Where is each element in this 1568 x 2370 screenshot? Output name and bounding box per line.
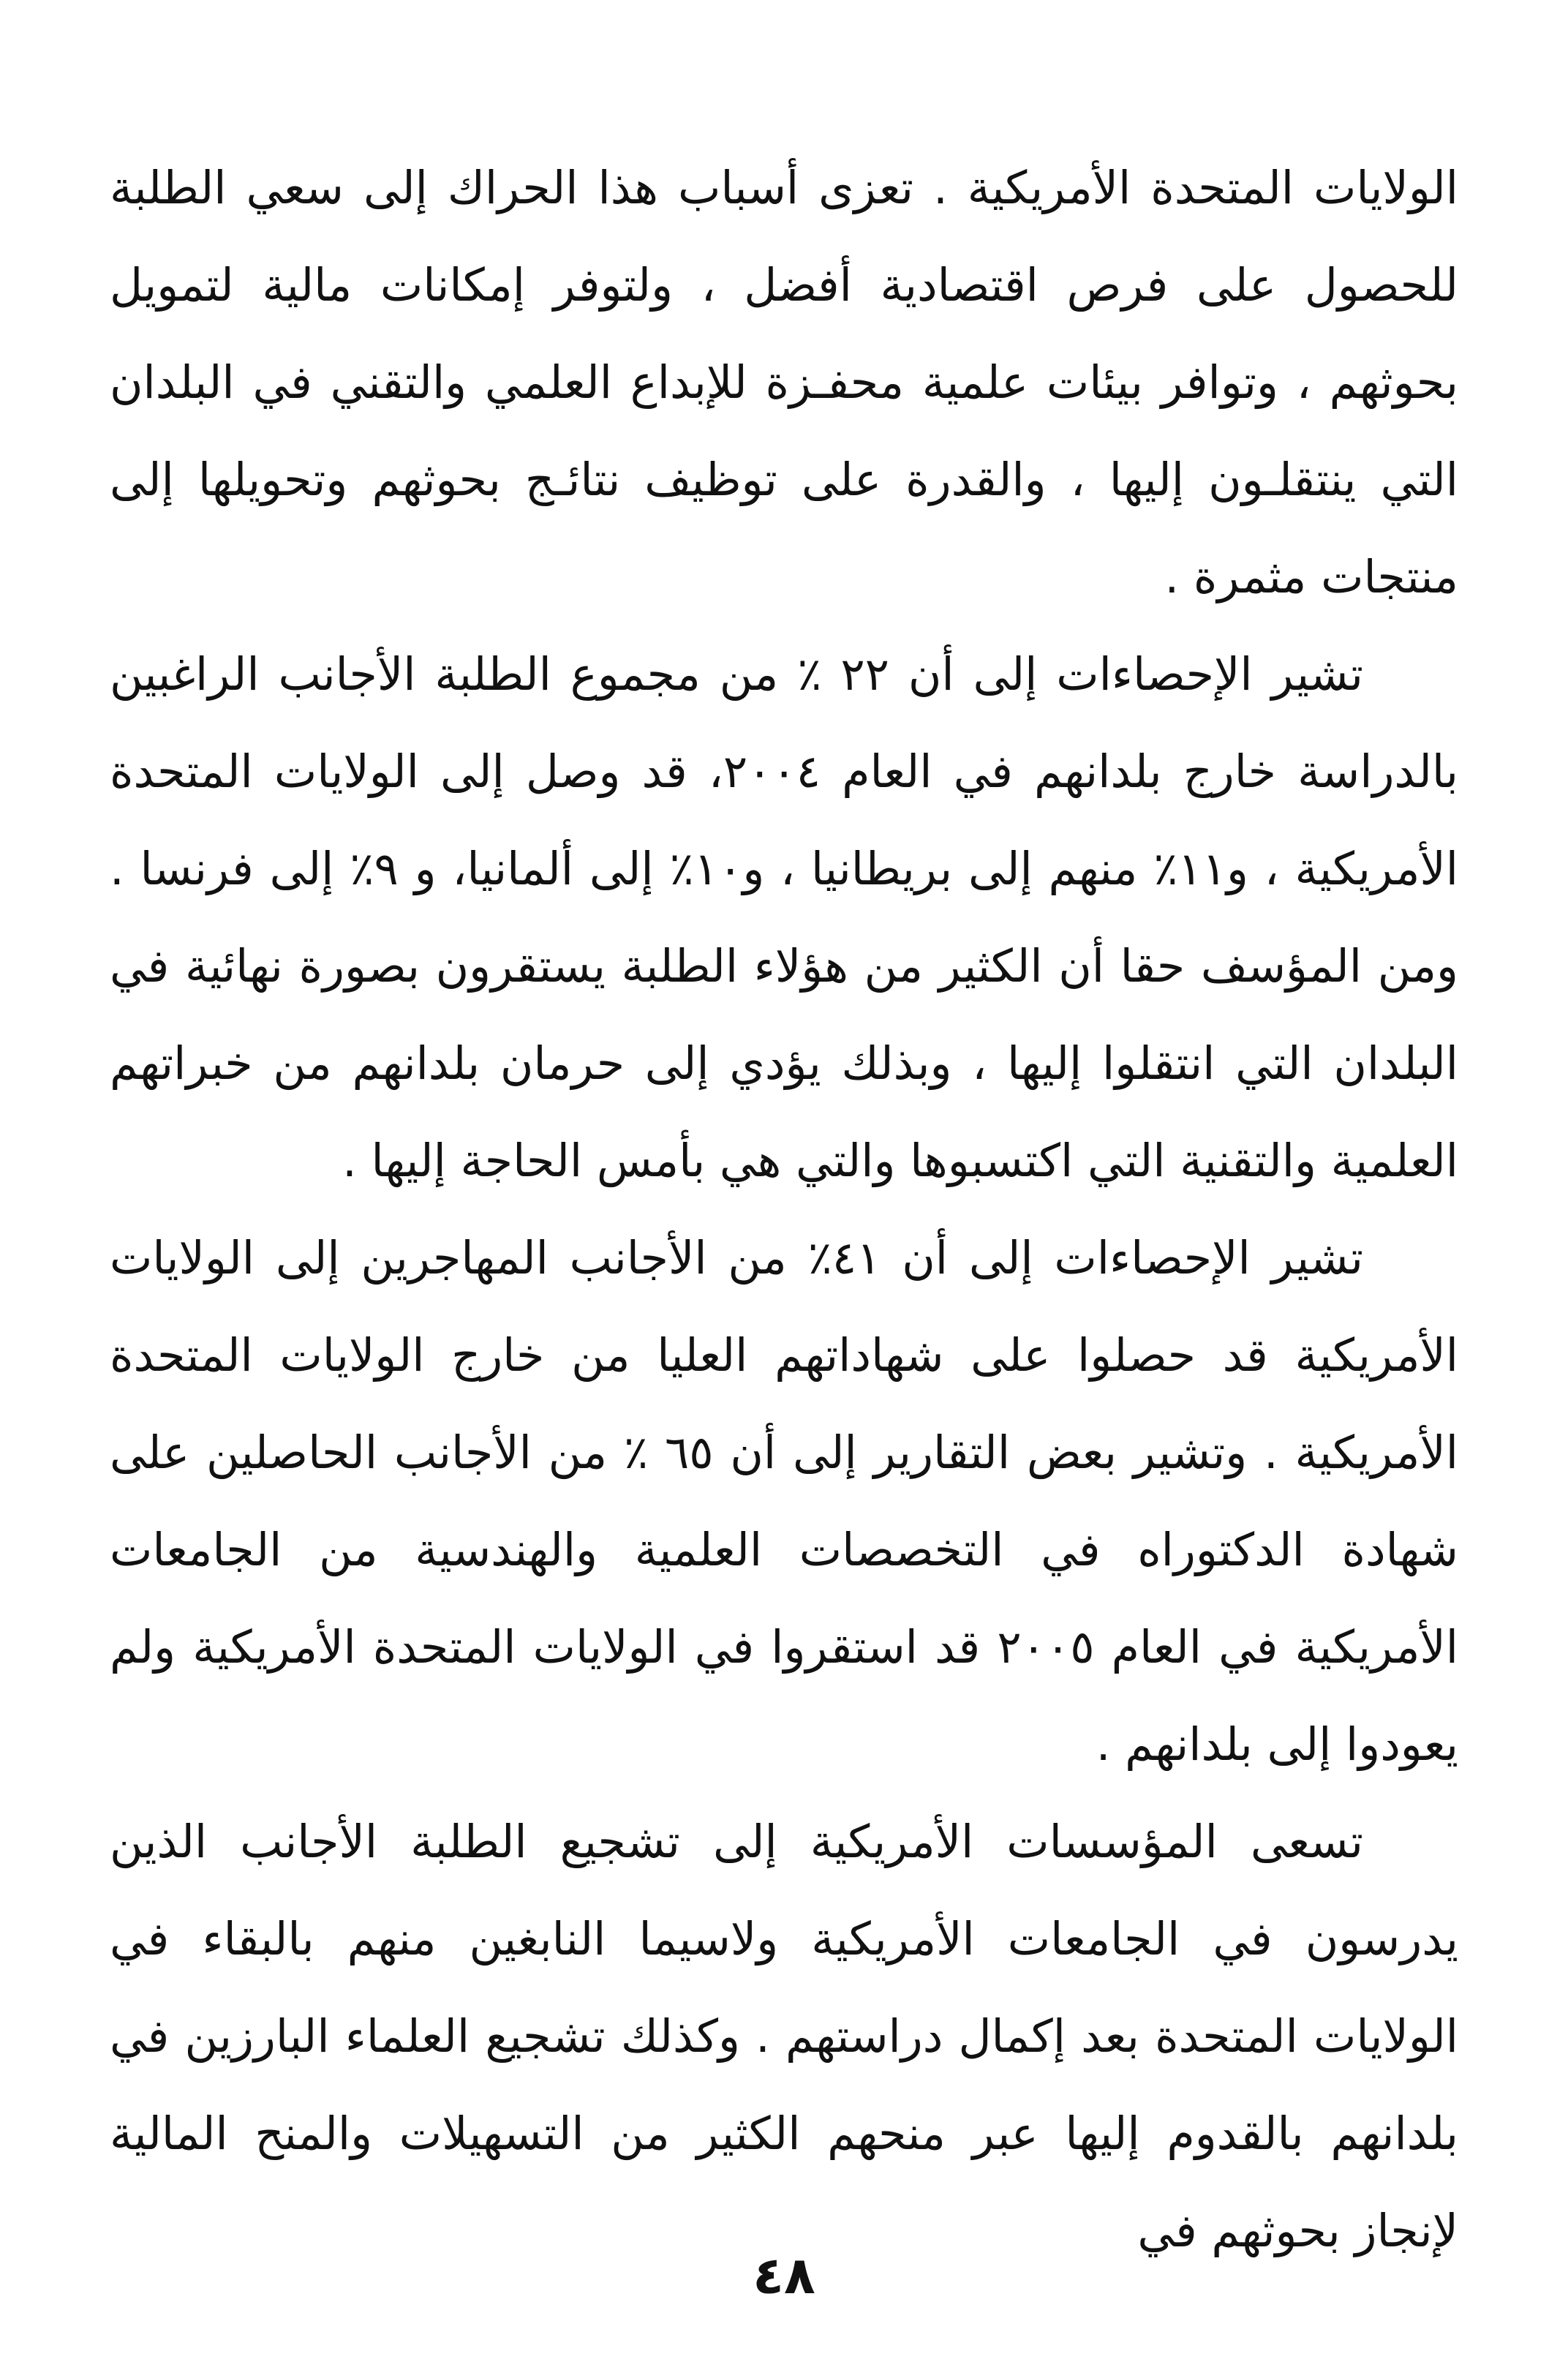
paragraph-2: تشير الإحصاءات إلى أن ٢٢ ٪ من مجموع الطلبة الأجانب الراغبين بالدراسة خارج بلدانهم في العام ٢٠٠٤، قد وصل إلى الولايات المتحدة الأمريكية ، و١١٪ منهم إلى بريطانيا ، و١٠٪ إلى ألمانيا، و ٩٪ إلى فرنسا . ومن المؤسف حقا أن الكثير من هؤلاء الطلبة يستقرون بصورة نهائية في البلدان التي انتقلوا إليها ، وبذلك يؤدي إلى حرمان بلدانهم من خبراتهم العلمية والتقنية التي اكتسبوها والتي هي بأمس الحاجة إليها .	[110, 647, 1459, 1187]
paragraph-3: تشير الإحصاءات إلى أن ٤١٪ من الأجانب المهاجرين إلى الولايات الأمريكية قد حصلوا على شهاداتهم العليا من خارج الولايات المتحدة الأمريكية . وتشير بعض التقارير إلى أن ٦٥ ٪ من الأجانب الحاصلين على شهادة الدكتوراه في التخصصات العلمية والهندسية من الجامعات الأمريكية في العام ٢٠٠٥ قد استقروا في الولايات المتحدة الأمريكية ولم يعودوا إلى بلدانهم .	[110, 1231, 1458, 1771]
page-number: ٤٨	[753, 2246, 815, 2306]
paragraph-1: الولايات المتحدة الأمريكية . تعزى أسباب هذا الحراك إلى سعي الطلبة للحصول على فرص اقتصادية أفضل ، ولتوفر إمكانات مالية لتمويل بحوثهم ، وتوافر بيئات علمية محفـزة للإبداع العلمي والتقني في البلدان التي ينتقلـون إليها ، والقدرة على توظيف نتائـج بحوثهم وتحويلها إلى منتجات مثمرة .	[110, 161, 1458, 603]
paragraph-4: تسعى المؤسسات الأمريكية إلى تشجيع الطلبة الأجانب الذين يدرسون في الجامعات الأمريكية ولاسيما النابغين منهم بالبقاء في الولايات المتحدة بعد إكمال دراستهم . وكذلك تشجيع العلماء البارزين في بلدانهم بالقدوم إليها عبر منحهم الكثير من التسهيلات والمنح المالية لإنجاز بحوثهم في	[110, 1815, 1458, 2257]
body-text	[110, 139, 1458, 2279]
